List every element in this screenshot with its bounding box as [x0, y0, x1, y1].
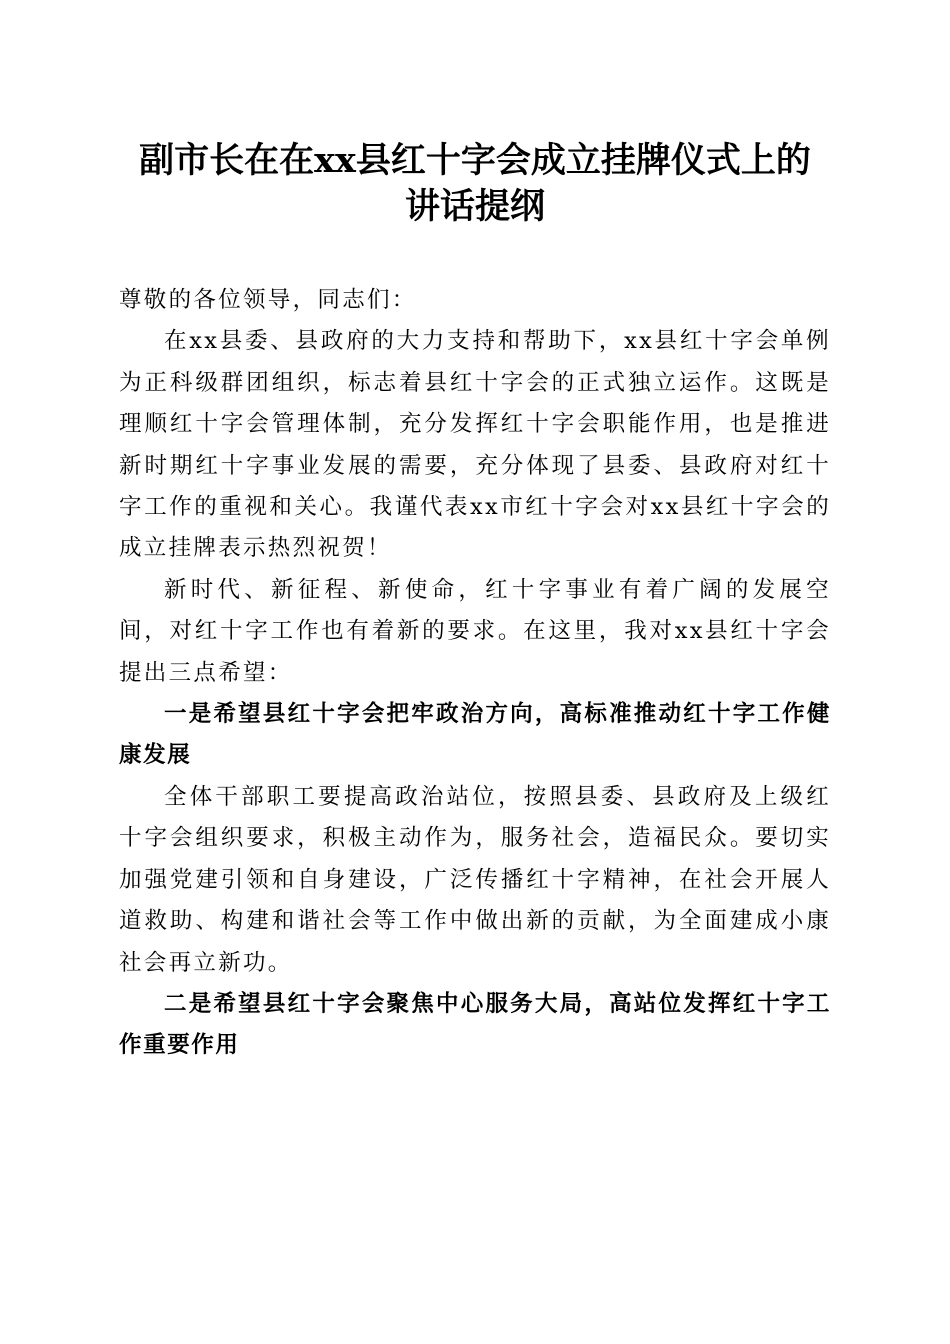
title-line-1: 副市长在在xx县红十字会成立挂牌仪式上的 — [139, 140, 811, 181]
document-title — [100, 138, 850, 230]
salutation: 尊敬的各位领导，同志们： — [119, 287, 417, 313]
paragraph-section-1: 全体干部职工要提高政治站位，按照县委、县政府及上级红十字会组织要求，积极主动作为，服务社会，造福民众。要切实加强党建引领和自身建设，广泛传播红十字精神，在社会开展人道救助、构建和谐社会等工作中做出新的贡献，为全面建成小康社会再立新功。 — [119, 783, 831, 976]
paragraph-hopes: 新时代、新征程、新使命，红十字事业有着广阔的发展空间，对红十字工作也有着新的要求。在这里，我对xx县红十字会提出三点希望： — [119, 576, 831, 686]
title-line-2: 讲话提纲 — [404, 186, 545, 227]
document-body — [119, 280, 831, 1067]
section-heading-2: 二是希望县红十字会聚焦中心服务大局，高站位发挥红十字工作重要作用 — [119, 990, 831, 1059]
paragraph-intro: 在xx县委、县政府的大力支持和帮助下，xx县红十字会单例为正科级群团组织，标志着县红十字会的正式独立运作。这既是理顺红十字会管理体制，充分发挥红十字会职能作用，也是推进新时期红十字事业发展的需要，充分体现了县委、县政府对红十字工作的重视和关心。我谨代表xx市红十字会对xx县红十字会的成立挂牌表示热烈祝贺！ — [119, 328, 831, 562]
section-heading-1: 一是希望县红十字会把牢政治方向，高标准推动红十字工作健康发展 — [119, 701, 831, 769]
